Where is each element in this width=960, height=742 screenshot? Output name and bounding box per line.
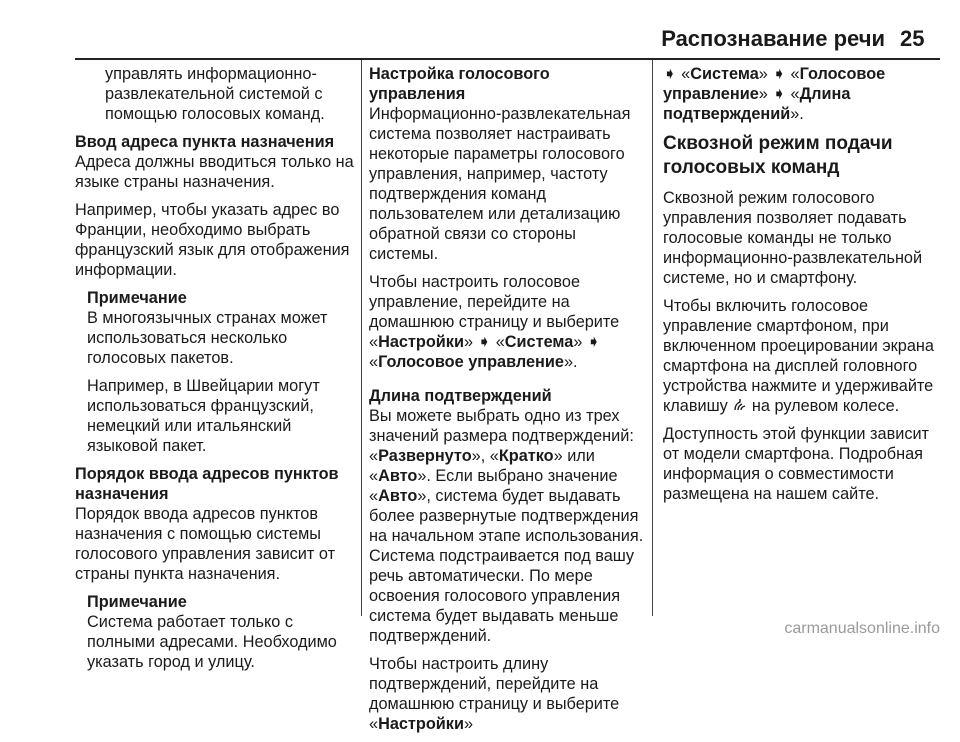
header-rule (75, 58, 940, 60)
section-heading-destination-address: Ввод адреса пункта назначения (75, 133, 335, 151)
column-1 (75, 64, 355, 680)
text: » или « (369, 447, 595, 485)
note-block (75, 592, 355, 672)
text: », система будет выдавать более развернутые подтверждения на начальном этапе использования. Система подстраивается под вашу речь автоматически. По мере освоения голосового управления система будет выдавать меньше подтверждений. (369, 487, 644, 645)
text: » ➧ « (369, 333, 601, 371)
section-heading-confirmation-length: Длина подтверждений (369, 387, 552, 405)
menu-term: Настройки (378, 333, 464, 351)
paragraph: Информационно-развлекательная система позволяет настраивать некоторые параметры голосового управления, например, частоту подтверждения команд пользователем или детализацию обратной связи со стороны системы. (369, 105, 631, 263)
text: » ➧ « (758, 85, 800, 103)
option-term: Развернуто (378, 447, 472, 465)
note-title: Примечание (87, 289, 187, 307)
text: » ➧ « (463, 333, 505, 351)
note-title: Примечание (87, 593, 187, 611)
section-heading-address-order: Порядок ввода адресов пунктов назначения (75, 465, 339, 503)
option-term: Авто (378, 487, 418, 505)
page-number: 25 (900, 26, 925, 51)
column-divider-2 (652, 60, 653, 616)
page-header-title: Распознавание речи (661, 26, 885, 51)
note-paragraph: Система работает только с полными адресами. Необходимо указать город и улицу. (87, 613, 337, 671)
column-3 (663, 64, 940, 512)
paragraph: Доступность этой функции зависит от модели смартфона. Подробная информация о совместимости размещена на нашем сайте. (663, 425, 930, 503)
option-term: Авто (378, 467, 418, 485)
text: » ➧ « (758, 65, 800, 83)
watermark: carmanualsonline.info (784, 620, 940, 637)
text: Вы можете выбрать одно из трех значений размера подтверждений: « (369, 407, 634, 465)
paragraph: Адреса должны вводиться только на языке страны назначения. (75, 153, 354, 191)
column-divider-1 (361, 60, 362, 616)
section-heading-voice-settings: Настройка голосового управления (369, 65, 550, 103)
paragraph-settings-path-cont (663, 64, 940, 124)
note-paragraph: В многоязычных странах может использоваться несколько голосовых пакетов. (87, 309, 328, 367)
option-term: Кратко (498, 447, 554, 465)
paragraph-length-settings (369, 654, 645, 734)
text: ». (563, 353, 578, 371)
paragraph-settings-path (369, 272, 645, 372)
menu-term: Система (504, 333, 574, 351)
menu-term: Голосовое управление (378, 353, 564, 371)
text: » (463, 715, 474, 733)
voice-key-icon (732, 396, 747, 416)
menu-term: Длина подтверждений (663, 85, 851, 123)
column-2 (369, 64, 645, 742)
text: ». (790, 105, 804, 123)
menu-term: Настройки (378, 715, 464, 733)
text: Чтобы настроить длину подтверждений, перейдите на домашнюю страницу и выберите « (369, 655, 620, 733)
text: ». Если выбрано значение « (369, 467, 618, 505)
text: Чтобы настроить голосовое управление, перейдите на домашнюю страницу и выберите « (369, 273, 620, 351)
section-heading-passthrough-mode: Сквозной режим подачи голосовых команд (663, 133, 893, 178)
paragraph-confirmation-options (369, 406, 645, 646)
paragraph-enable-phone-voice (663, 296, 940, 416)
text: на рулевом колесе. (751, 397, 900, 415)
text: Чтобы включить голосовое управление смартфоном, при включенном проецировании экрана смартфона на дисплей головного устройства нажмите и удерживайте клавишу (663, 297, 934, 415)
menu-term: Голосовое управление (663, 65, 886, 103)
note-paragraph: Например, в Швейцарии могут использоваться французский, немецкий или итальянский языковой пакет. (87, 377, 320, 455)
text: », « (471, 447, 499, 465)
continued-paragraph: управлять информационно-развлекательной системой с помощью голосовых команд. (105, 65, 325, 123)
menu-term: Система (690, 65, 759, 83)
paragraph: Сквозной режим голосового управления позволяет подавать голосовые команды не только информационно-развлекательной системе, но и смартфону. (663, 189, 923, 287)
paragraph: Порядок ввода адресов пунктов назначения с помощью системы голосового управления зависит от страны пункта назначения. (75, 505, 336, 583)
note-block (75, 288, 355, 456)
paragraph: Например, чтобы указать адрес во Франции, необходимо выбрать французский язык для отображения информации. (75, 201, 350, 279)
text: ➧ « (663, 65, 691, 83)
